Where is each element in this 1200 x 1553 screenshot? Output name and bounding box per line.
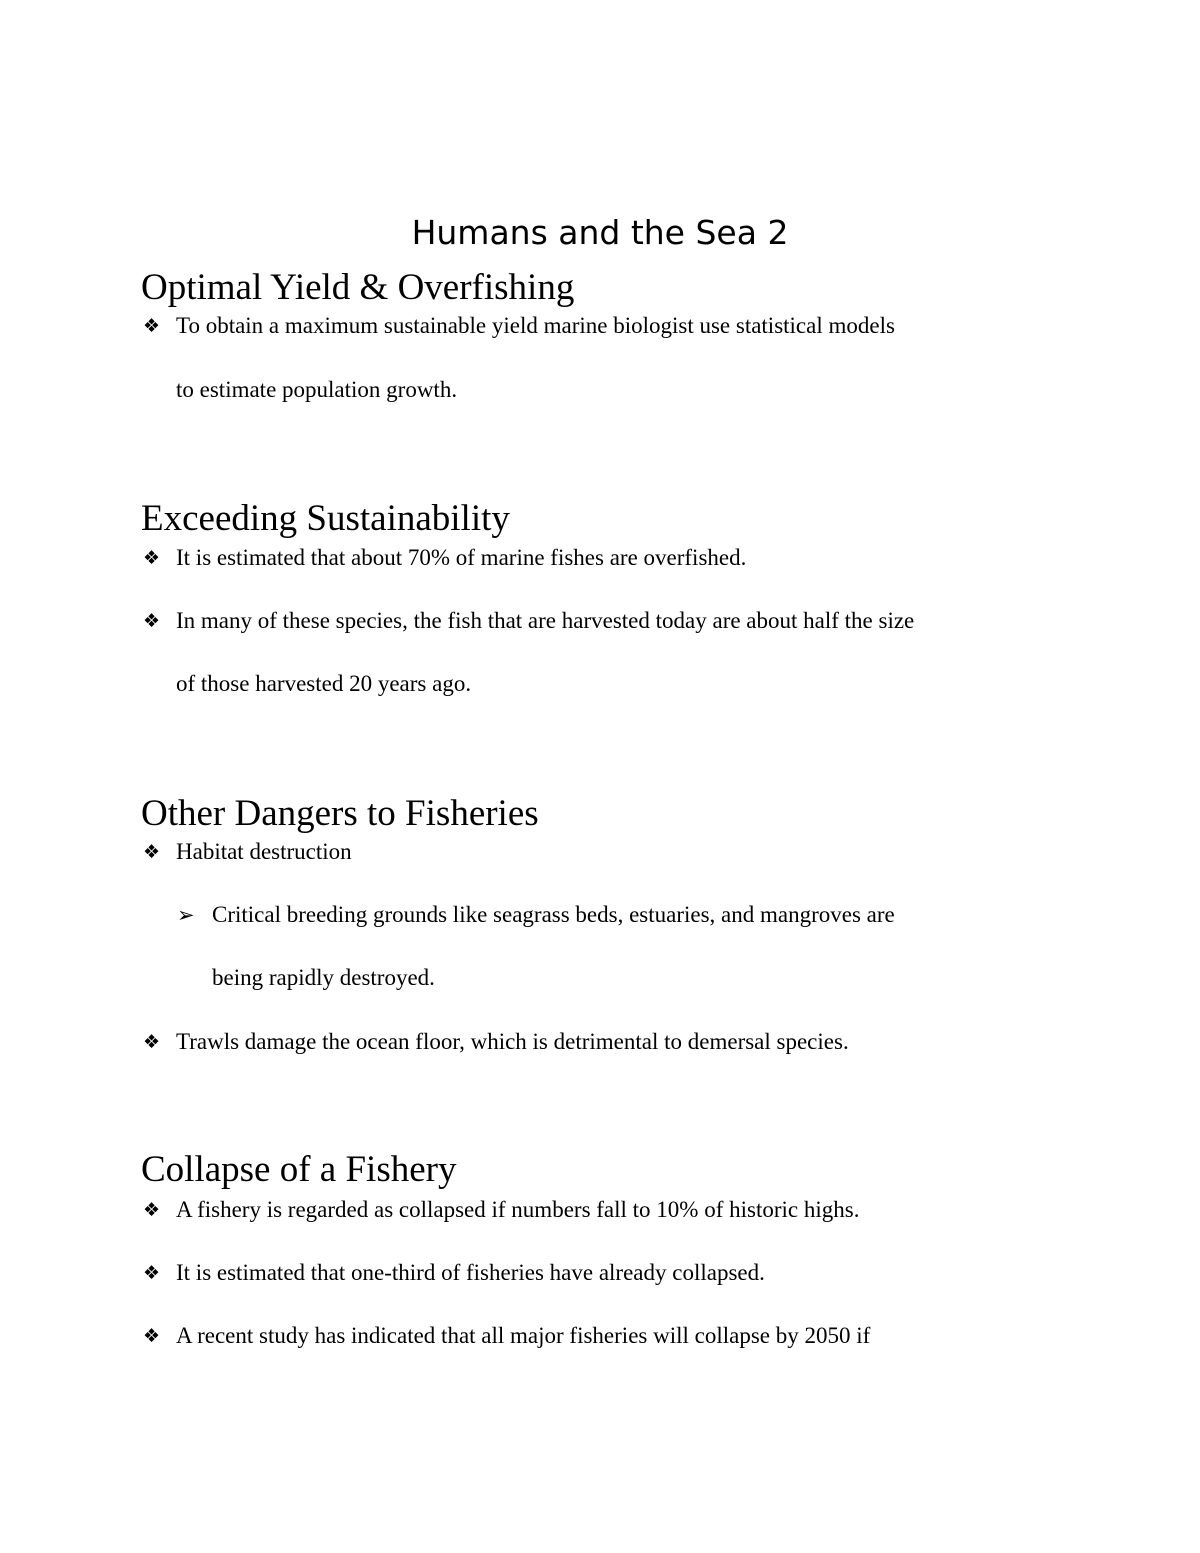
list-item-text: It is estimated that about 70% of marine fishes are overfished. — [176, 545, 747, 570]
list-item-text: In many of these species, the fish that are harvested today are about half the size — [176, 608, 915, 633]
sub-list-item-text-continued: being rapidly destroyed. — [212, 965, 435, 990]
diamond-bullet-icon: ❖ — [143, 1199, 161, 1221]
section-heading-collapse-of-fishery: Collapse of a Fishery — [141, 1149, 457, 1190]
section-heading-other-dangers: Other Dangers to Fisheries — [141, 793, 539, 834]
list-item-text: To obtain a maximum sustainable yield marine biologist use statistical models — [176, 313, 895, 338]
sub-list-item-text: Critical breeding grounds like seagrass beds, estuaries, and mangroves are — [212, 902, 895, 927]
list-item-text: Trawls damage the ocean floor, which is detrimental to demersal species. — [176, 1029, 849, 1054]
arrow-bullet-icon: ➢ — [177, 903, 195, 927]
diamond-bullet-icon: ❖ — [143, 841, 161, 863]
diamond-bullet-icon: ❖ — [143, 1031, 161, 1053]
list-item-text: A recent study has indicated that all major fisheries will collapse by 2050 if — [176, 1323, 871, 1348]
diamond-bullet-icon: ❖ — [143, 547, 161, 569]
section-heading-optimal-yield: Optimal Yield & Overfishing — [141, 267, 575, 308]
list-item-text-continued: to estimate population growth. — [176, 377, 458, 402]
diamond-bullet-icon: ❖ — [143, 1262, 161, 1284]
list-item-text-continued: of those harvested 20 years ago. — [176, 671, 472, 696]
section-heading-exceeding-sustainability: Exceeding Sustainability — [141, 498, 510, 539]
diamond-bullet-icon: ❖ — [143, 315, 161, 337]
list-item-text: Habitat destruction — [176, 839, 352, 864]
list-item-text: A fishery is regarded as collapsed if numbers fall to 10% of historic highs. — [176, 1197, 860, 1222]
list-item-text: It is estimated that one-third of fisheries have already collapsed. — [176, 1260, 765, 1285]
diamond-bullet-icon: ❖ — [143, 1325, 161, 1347]
diamond-bullet-icon: ❖ — [143, 610, 161, 632]
document-title: Humans and the Sea 2 — [411, 213, 789, 252]
